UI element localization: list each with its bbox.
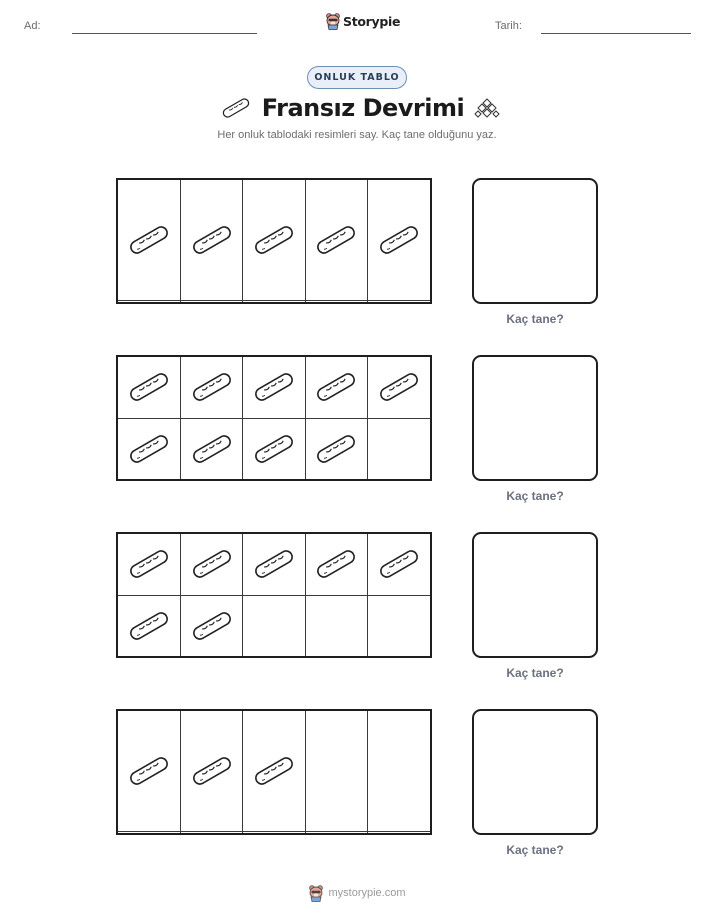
bear-mascot-icon (308, 884, 324, 902)
baguette-icon (220, 96, 252, 120)
baguette-icon (189, 756, 235, 786)
frame-cell (368, 357, 430, 418)
baguette-icon (313, 225, 359, 255)
frame-cell (305, 534, 367, 595)
baguette-icon (126, 611, 172, 641)
frame-cell (180, 534, 242, 595)
baguette-icon (376, 225, 422, 255)
baguette-icon (189, 225, 235, 255)
ten-frame-1 (116, 178, 432, 304)
baguette-icon (189, 372, 235, 402)
frame-cell (118, 711, 180, 831)
name-line[interactable] (72, 33, 257, 34)
date-line[interactable] (541, 33, 691, 34)
baguette-icon (376, 549, 422, 579)
frame-cell (243, 711, 305, 831)
baguette-icon (313, 549, 359, 579)
frame-cell (118, 180, 180, 300)
frame-cell (180, 357, 242, 418)
date-label: Tarih: (495, 20, 522, 32)
frame-cell (180, 831, 242, 833)
brand-logo (325, 12, 400, 30)
gems-icon (474, 97, 500, 119)
frame-cell (243, 534, 305, 595)
baguette-icon (251, 434, 297, 464)
baguette-icon (376, 372, 422, 402)
brand-name: Storypie (343, 13, 401, 29)
frame-cell (305, 357, 367, 418)
frame-cell (305, 418, 367, 479)
worksheet-type-badge: ONLUK TABLO (307, 66, 407, 89)
answer-box-2[interactable] (472, 355, 598, 481)
baguette-icon (126, 756, 172, 786)
answer-box-4[interactable] (472, 709, 598, 835)
question-label-2: Kaç tane? (506, 489, 564, 503)
instructions: Her onluk tablodaki resimleri say. Kaç tane olduğunu yaz. (217, 129, 497, 141)
page-title: Fransız Devrimi (261, 94, 465, 122)
baguette-icon (189, 549, 235, 579)
answer-box-1[interactable] (472, 178, 598, 304)
frame-cell (243, 180, 305, 300)
baguette-icon (313, 372, 359, 402)
baguette-icon (251, 225, 297, 255)
frame-cell (118, 595, 180, 656)
frame-cell (243, 357, 305, 418)
baguette-icon (189, 434, 235, 464)
baguette-icon (189, 611, 235, 641)
frame-cell (180, 300, 242, 302)
ten-frame-3 (116, 532, 432, 658)
frame-cell (243, 418, 305, 479)
bear-mascot-icon (325, 12, 341, 30)
frame-cell (180, 180, 242, 300)
frame-cell (368, 595, 430, 656)
baguette-icon (251, 756, 297, 786)
frame-cell (368, 418, 430, 479)
question-label-3: Kaç tane? (506, 666, 564, 680)
baguette-icon (251, 372, 297, 402)
frame-cell (368, 711, 430, 831)
ten-frame-2 (116, 355, 432, 481)
question-label-4: Kaç tane? (506, 843, 564, 857)
frame-cell (118, 300, 180, 302)
frame-cell (243, 831, 305, 833)
baguette-icon (126, 434, 172, 464)
baguette-icon (251, 549, 297, 579)
footer (0, 884, 714, 902)
frame-cell (368, 831, 430, 833)
frame-cell (305, 711, 367, 831)
frame-cell (305, 300, 367, 302)
frame-cell (118, 357, 180, 418)
frame-cell (305, 831, 367, 833)
frame-cell (368, 300, 430, 302)
frame-cell (118, 534, 180, 595)
ten-frame-4 (116, 709, 432, 835)
frame-cell (180, 711, 242, 831)
frame-cell (243, 595, 305, 656)
frame-cell (368, 180, 430, 300)
footer-url[interactable]: mystorypie.com (328, 887, 406, 899)
baguette-icon (313, 434, 359, 464)
frame-cell (180, 418, 242, 479)
frame-cell (305, 180, 367, 300)
frame-cell (118, 418, 180, 479)
baguette-icon (126, 225, 172, 255)
frame-cell (368, 534, 430, 595)
name-label: Ad: (24, 20, 41, 32)
frame-cell (243, 300, 305, 302)
frame-cell (305, 595, 367, 656)
question-label-1: Kaç tane? (506, 312, 564, 326)
answer-box-3[interactable] (472, 532, 598, 658)
frame-cell (118, 831, 180, 833)
baguette-icon (126, 549, 172, 579)
worksheet-title (210, 90, 510, 126)
frame-cell (180, 595, 242, 656)
baguette-icon (126, 372, 172, 402)
